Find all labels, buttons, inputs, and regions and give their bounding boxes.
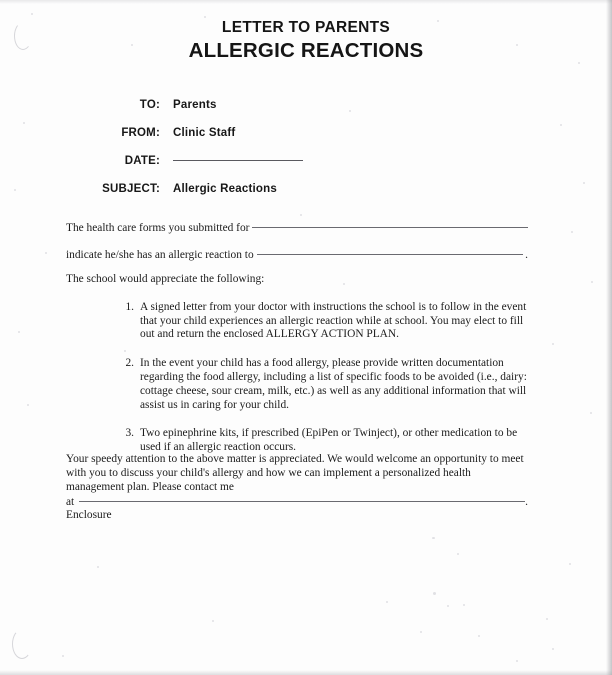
intro-line2-period: .	[525, 248, 528, 261]
list-lead-in-text: The school would appreciate the following:	[66, 273, 265, 286]
memo-label-to: TO:	[139, 99, 160, 111]
contact-info-blank-line[interactable]	[79, 501, 525, 502]
memo-row-subject	[66, 183, 546, 211]
intro-line2-text: indicate he/she has an allergic reaction to	[66, 248, 254, 261]
at-row-period: .	[525, 495, 528, 508]
memo-header-fields	[66, 99, 546, 211]
intro-line-forms-submitted	[66, 222, 528, 236]
memo-row-to	[66, 99, 546, 127]
closing-block	[66, 452, 528, 509]
contact-at-row	[66, 495, 528, 509]
scan-edge-shadow-right	[606, 0, 612, 675]
list-item	[66, 357, 528, 412]
list-item-text: A signed letter from your doctor with instructions the school is to follow in the event that your child experiences an allergic reaction while at school. You may elect to fill out and return the enclosed ALLERGY ACTION PLAN.	[140, 300, 527, 341]
list-item-number: 3.	[125, 427, 134, 440]
list-item-text: In the event your child has a food allergy, please provide written documentation regarding the food allergy, including a list of specific foods to be avoided (i.e., dairy: cottage cheese, sour cream, milk, etc.) as well as any additional information that will assist us in caring for your child.	[140, 357, 527, 411]
list-item-number: 1.	[125, 300, 134, 313]
date-blank-line[interactable]	[173, 160, 303, 161]
document-title	[0, 18, 612, 64]
list-item	[66, 301, 528, 342]
memo-row-from	[66, 127, 546, 155]
memo-value-from: Clinic Staff	[173, 127, 236, 139]
enclosure-note: Enclosure	[66, 509, 112, 521]
list-item-text: Two epinephrine kits, if prescribed (EpiPen or Twinject), or other medication to be used if an allergic reaction occurs.	[140, 427, 518, 454]
title-line-letter-to-parents: LETTER TO PARENTS	[221, 19, 391, 36]
intro-line-allergic-reaction-to	[66, 249, 528, 263]
student-name-blank-line[interactable]	[252, 227, 528, 228]
list-item-number: 2.	[125, 357, 134, 370]
list-item	[66, 427, 528, 455]
memo-row-date	[66, 155, 546, 183]
memo-label-from: FROM:	[121, 127, 160, 139]
title-line-allergic-reactions: ALLERGIC REACTIONS	[188, 39, 424, 62]
memo-value-subject: Allergic Reactions	[173, 183, 277, 195]
memo-label-subject: SUBJECT:	[102, 183, 160, 195]
scan-edge-shadow-bottom	[0, 670, 612, 675]
intro-line1-text: The health care forms you submitted for	[66, 222, 250, 234]
memo-label-date: DATE:	[124, 155, 160, 167]
requested-items-list	[66, 301, 528, 455]
closing-paragraph: Your speedy attention to the above matter is appreciated. We would welcome an opportunity to meet with you to discuss your child's allergy and how we can implement a personalized health management plan. Please contact me	[66, 453, 524, 494]
letter-body	[66, 222, 528, 470]
memo-value-to: Parents	[173, 99, 217, 111]
scan-edge-shadow-top	[0, 0, 612, 4]
allergen-blank-line[interactable]	[257, 254, 523, 255]
at-label: at	[66, 495, 75, 508]
